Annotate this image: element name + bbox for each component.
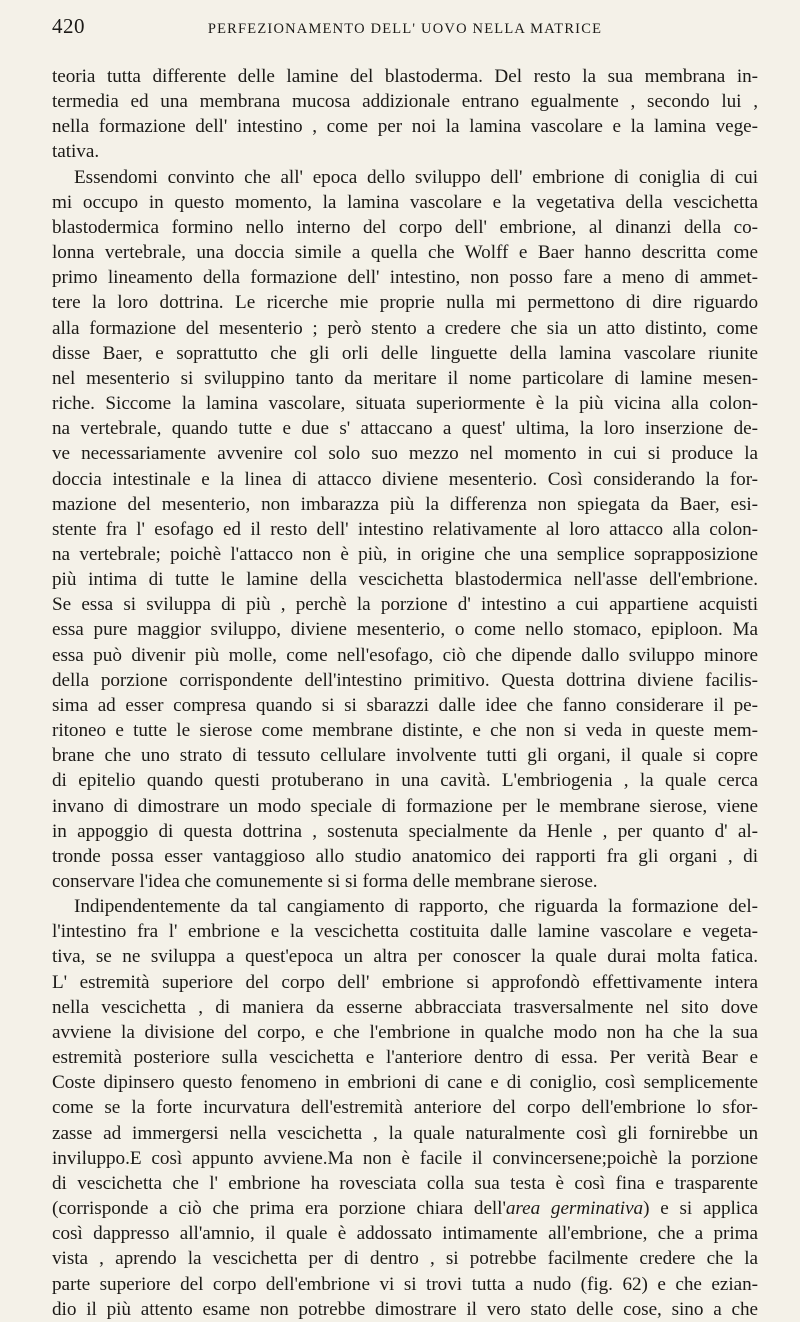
text-line: Indipendentemente da tal cangiamento di rapporto, che riguarda la formazione del-	[74, 896, 758, 918]
text-line: tere la loro dottrina. Le ricerche mie proprie nulla mi permettono di dire riguardo	[52, 292, 758, 314]
text-line: inviluppo.E così appunto avviene.Ma non è facile il convincersene;poichè la porzione	[52, 1147, 758, 1169]
text-line: Coste dipinsero questo fenomeno in embrioni di cane e di coniglio, così semplicemente	[52, 1072, 758, 1094]
text-line: estremità posteriore sulla vescichetta e l'anteriore dentro di essa. Per verità Bear e	[52, 1047, 758, 1069]
text-line: l'intestino fra l' embrione e la vescichetta costituita dalle lamine vascolare e vegeta-	[52, 921, 758, 943]
text-line: in appoggio di questa dottrina , sostenuta specialmente da Henle , per quanto d' al-	[52, 820, 758, 842]
text-line: lonna vertebrale, una doccia simile a quella che Wolff e Baer hanno descritta come	[52, 242, 758, 264]
page-number: 420	[52, 14, 85, 38]
text-line: conservare l'idea che comunemente si si forma delle membrane sierose.	[52, 871, 598, 892]
text-line: blastodermica formino nello interno del corpo dell' embrione, al dinanzi della co-	[52, 216, 758, 238]
text-line: tiva, se ne sviluppa a quest'epoca un altra per conoscer la quale durai molta fatica.	[52, 946, 758, 968]
line-segment: ) e si applica	[643, 1198, 758, 1220]
text-line: primo lineamento della formazione dell' intestino, non posso fare a meno di ammet-	[52, 267, 758, 289]
text-line: brane che uno strato di tessuto cellulare involvente tutti gli organi, il quale si copre	[52, 745, 758, 767]
text-line: nella vescichetta , di maniera da esserne abbracciata trasversalmente nel sito dove	[52, 996, 758, 1018]
italic-term: area germinativa	[505, 1198, 644, 1220]
text-line: teoria tutta differente delle lamine del blastoderma. Del resto la sua membrana in-	[52, 66, 758, 87]
text-line: mi occupo in questo momento, la lamina vascolare e la vegetativa della vescichetta	[52, 191, 758, 213]
text-line: della porzione corrispondente dell'intestino primitivo. Questa dottrina diviene facilis-	[52, 669, 758, 691]
text-line: essa può divenir più molle, come nell'esofago, ciò che dipende dallo sviluppo minore	[52, 644, 758, 666]
text-line: na vertebrale, quando tutte e due s' attaccano a quest' ultima, la loro inserzione de-	[52, 418, 758, 440]
text-line: tronde possa esser vantaggioso allo studio anatomico dei rapporti fra gli organi , di	[52, 845, 758, 867]
text-line: sima ad esser compresa quando si si sbarazzi dalle idee che fanno considerare il pe-	[52, 694, 758, 716]
text-line: mazione del mesenterio, non imbarazza più la differenza non spiegata da Baer, esi-	[52, 493, 758, 515]
text-line: Se essa si sviluppa di più , perchè la porzione d' intestino a cui appartiene acquisti	[52, 594, 758, 616]
text-line: doccia intestinale e la linea di attacco diviene mesenterio. Così considerando la for-	[52, 468, 758, 490]
text-line: nella formazione dell' intestino , come per noi la lamina vascolare e la lamina vege-	[52, 116, 758, 138]
text-line: parte superiore del corpo dell'embrione vi si trovi tutta a nudo (fig. 62) e che ezian-	[52, 1273, 758, 1295]
text-line: na vertebrale; poichè l'attacco non è più, in origine che una semplice soprapposizione	[52, 543, 758, 565]
text-line: alla formazione del mesenterio ; però stento a credere che sia un atto distinto, come	[52, 317, 758, 339]
text-line-italic-phrase	[52, 1196, 758, 1221]
text-line: come se la forte incurvatura dell'estremità anteriore del corpo dell'embrione lo sfor-	[52, 1097, 758, 1119]
running-head	[52, 14, 758, 48]
text-line: stente fra l' esofago ed il resto dell' intestino relativamente al loro attacco alla colon-	[52, 518, 758, 540]
text-line: dio il più attento esame non potrebbe dimostrare il vero stato delle cose, sino a che	[52, 1298, 758, 1320]
text-line: essa pure maggior sviluppo, diviene mesenterio, o come nello stomaco, epiploon. Ma	[52, 619, 758, 641]
text-line: ritoneo e tutte le sierose come membrane distinte, e che non si veda in queste mem-	[52, 720, 758, 742]
text-line: di vescichetta che l' embrione ha rovesciata colla sua testa è così fina e trasparente	[52, 1172, 758, 1194]
text-line: L' estremità superiore del corpo dell' embrione si approfondò effettivamente intera	[52, 971, 758, 993]
text-line: zasse ad immergersi nella vescichetta , la quale naturalmente così gli fornirebbe un	[52, 1122, 758, 1144]
body-text	[52, 64, 758, 1322]
text-line: così dappresso all'amnio, il quale è addossato intimamente all'embrione, che a prima	[52, 1223, 758, 1245]
text-line: disse Baer, e soprattutto che gli orli delle linguette della lamina vascolare riunite	[52, 342, 758, 364]
text-line: termedia ed una membrana mucosa addizionale entrano egualmente , secondo lui ,	[52, 91, 758, 113]
text-line: tativa.	[52, 141, 100, 163]
text-line: nel mesenterio si sviluppino tanto da meritare il nome particolare di lamine mesen-	[52, 367, 758, 389]
text-line: invano di dimostrare un modo speciale di formazione per le membrane sierose, viene	[52, 795, 758, 817]
text-line: riche. Siccome la lamina vascolare, situata superiormente è la più vicina alla colon-	[52, 393, 758, 415]
text-line: più intima di tutte le lamine della vescichetta blastodermica nell'asse dell'embrione.	[52, 569, 758, 591]
line-segment: (corrisponde a ciò che prima era porzione chiara dell'	[52, 1198, 506, 1220]
text-line: vista , aprendo la vescichetta per di dentro , si potrebbe facilmente credere che la	[52, 1248, 758, 1270]
text-line: avviene la divisione del corpo, e che l'embrione in qualche modo non ha che la sua	[52, 1021, 758, 1043]
text-line: di epitelio quando questi protuberano in una cavità. L'embriogenia , la quale cerca	[52, 770, 758, 792]
text-line: ve necessariamente avvenire col solo suo mezzo nel momento in cui si produce la	[52, 443, 758, 465]
text-line: Essendomi convinto che all' epoca dello sviluppo dell' embrione di coniglia di cui	[74, 166, 758, 188]
running-title: PERFEZIONAMENTO DELL' UOVO NELLA MATRICE	[207, 21, 603, 37]
